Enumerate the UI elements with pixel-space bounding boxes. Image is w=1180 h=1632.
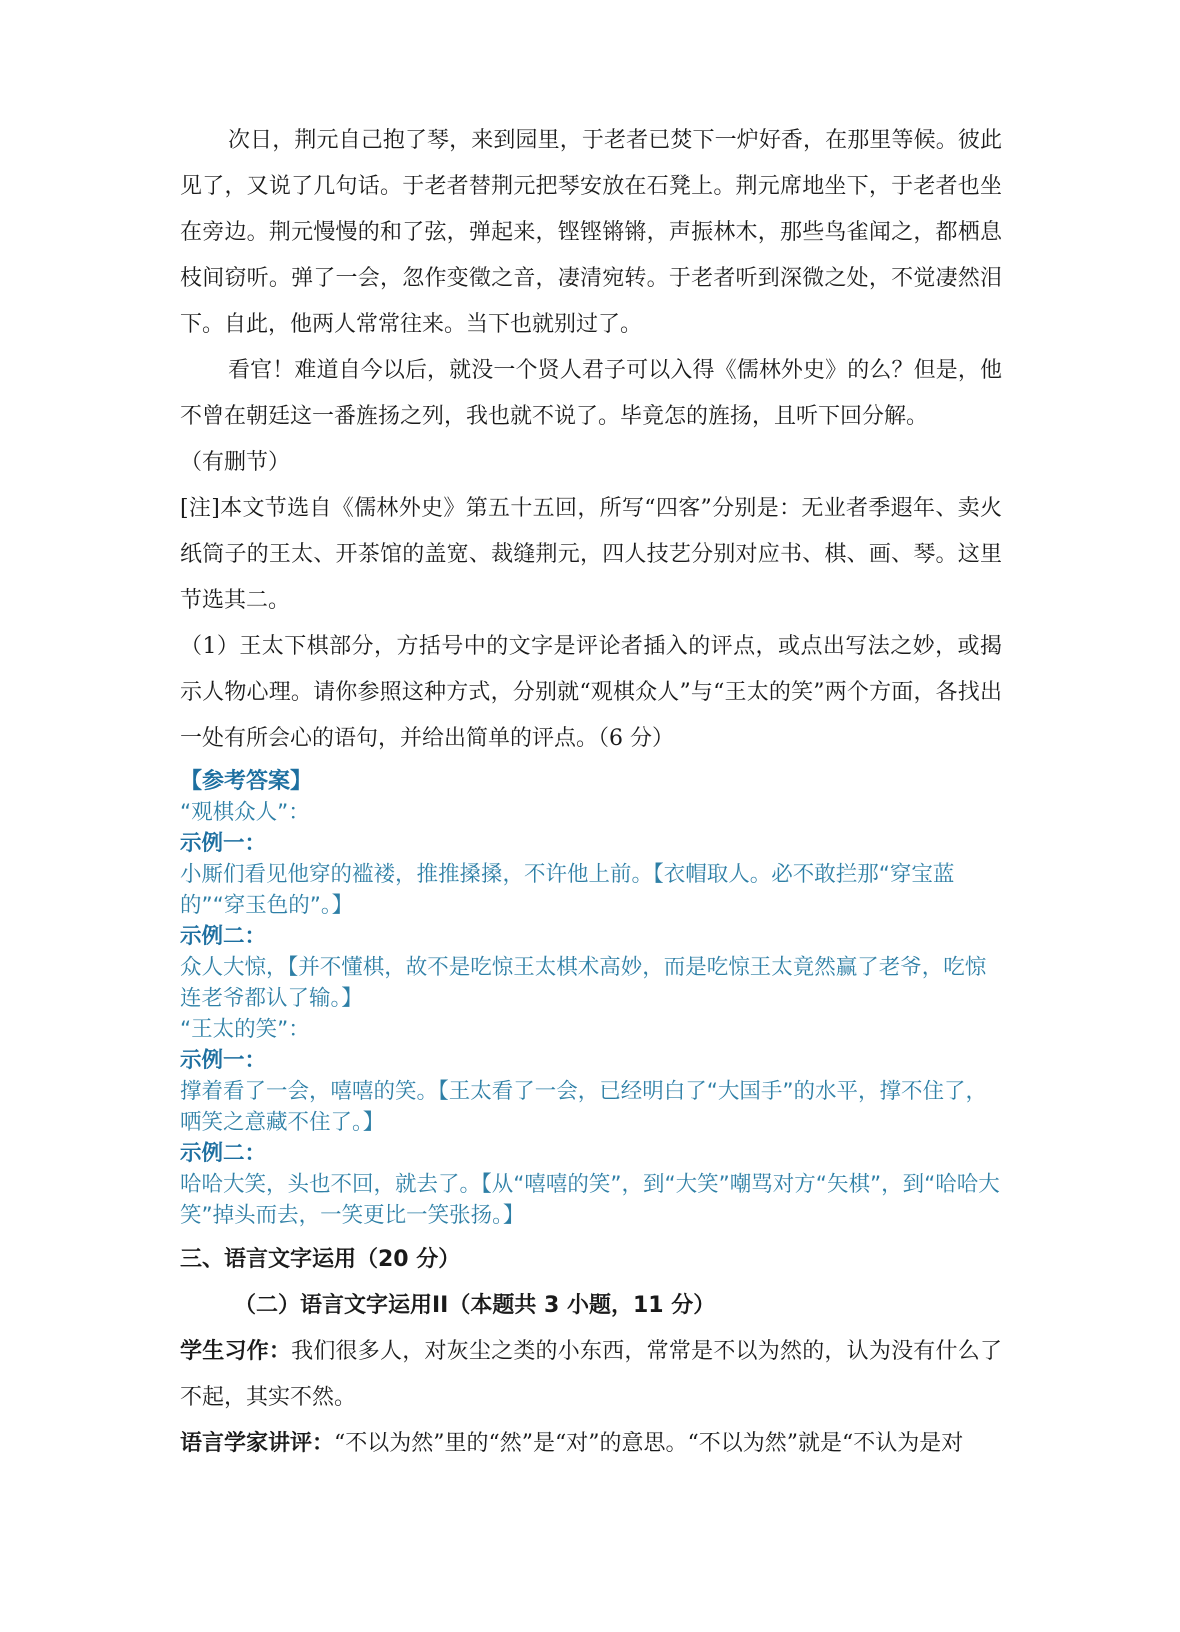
g1-example1-label: 示例一： [180, 831, 267, 856]
g2-example1-text: 撑着看了一会，嘻嘻的笑。【王太看了一会，已经明白了“大国手”的水平，撑不住了，哂笑之意藏不住了。】 [180, 1079, 988, 1135]
section-3-title: 三、语言文字运用（20 分） [180, 1247, 461, 1272]
answer-header: 【参考答案】 [180, 769, 313, 794]
linguist-comment [180, 1421, 1002, 1467]
section-3-subtitle: （二）语言文字运用II（本题共 3 小题，11 分） [234, 1293, 716, 1318]
passage-paragraph-2: 看官！难道自今以后，就没一个贤人君子可以入得《儒林外史》的么？但是，他不曾在朝廷这一番旌扬之列，我也就不说了。毕竟怎的旌扬，且听下回分解。 [180, 358, 1002, 429]
student-essay-label: 学生习作： [180, 1339, 292, 1364]
g2-example1-label: 示例一： [180, 1048, 267, 1073]
question-1: （1）王太下棋部分，方括号中的文字是评论者插入的评点，或点出写法之妙，或揭示人物心理。请你参照这种方式，分别就“观棋众人”与“王太的笑”两个方面，各找出一处有所会心的语句，并给出简单的评点。（6 分） [180, 634, 1002, 751]
deleted-note: （有删节） [180, 450, 291, 475]
reference-answer [180, 766, 1002, 1231]
document-page [180, 118, 1002, 1467]
g2-example2-label: 示例二： [180, 1141, 267, 1166]
passage-paragraph-1: 次日，荆元自己抱了琴，来到园里，于老者已焚下一炉好香，在那里等候。彼此见了，又说了几句话。于老者替荆元把琴安放在石凳上。荆元席地坐下，于老者也坐在旁边。荆元慢慢的和了弦，弹起来，铿铿锵锵，声振林木，那些鸟雀闻之，都栖息枝间窃听。弹了一会，忽作变徵之音，凄清宛转。于老者听到深微之处，不觉凄然泪下。自此，他两人常常往来。当下也就别过了。 [180, 128, 1002, 337]
linguist-comment-label: 语言学家讲评： [180, 1431, 335, 1456]
linguist-comment-text: “不以为然”里的“然”是“对”的意思。“不以为然”就是“不认为是对 [334, 1431, 964, 1456]
g1-example2-label: 示例二： [180, 924, 267, 949]
g2-example2-text: 哈哈大笑，头也不回，就去了。【从“嘻嘻的笑”，到“大笑”嘲骂对方“矢棋”，到“哈哈大笑”掉头而去，一笑更比一笑张扬。】 [180, 1172, 1000, 1228]
group2-title: “王太的笑”： [180, 1017, 310, 1042]
g1-example1-text: 小厮们看见他穿的褴褛，推推搡搡，不许他上前。【衣帽取人。必不敢拦那“穿宝蓝的”“穿玉色的”。】 [180, 862, 955, 918]
group1-title: “观棋众人”： [180, 800, 310, 825]
g1-example2-text: 众人大惊，【并不懂棋，故不是吃惊王太棋术高妙，而是吃惊王太竟然赢了老爷，吃惊连老爷都认了输。】 [180, 955, 987, 1011]
annotation-note: [注]本文节选自《儒林外史》第五十五回，所写“四客”分别是：无业者季遐年、卖火纸筒子的王太、开茶馆的盖宽、裁缝荆元，四人技艺分别对应书、棋、画、琴。这里节选其二。 [180, 496, 1002, 613]
student-essay-text: 我们很多人，对灰尘之类的小东西，常常是不以为然的，认为没有什么了不起，其实不然。 [180, 1339, 1002, 1410]
student-essay [180, 1329, 1002, 1421]
